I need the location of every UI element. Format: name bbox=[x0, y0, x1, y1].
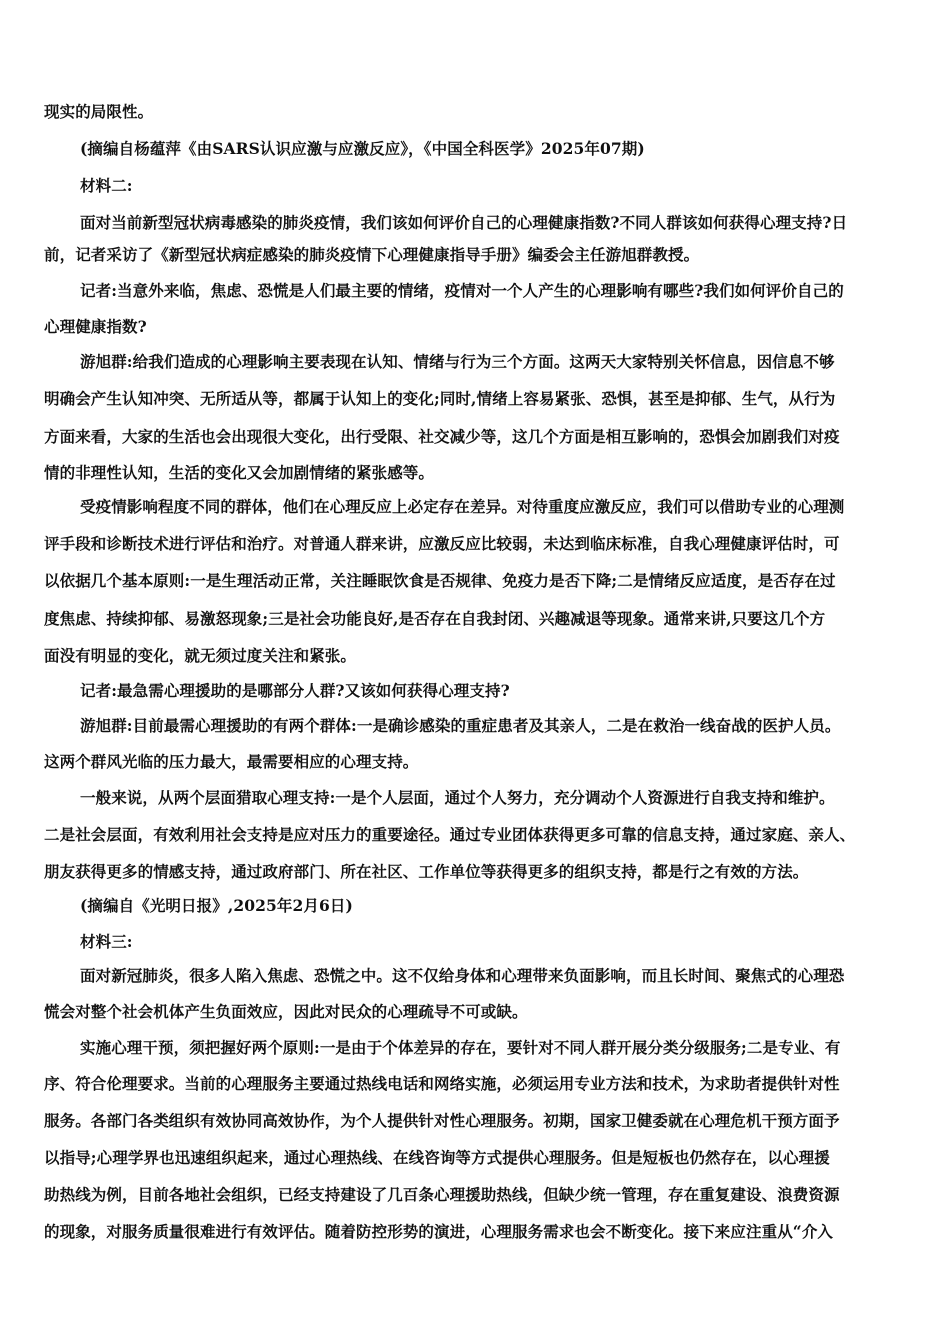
text-line: 游旭群:给我们造成的心理影响主要表现在认知、情绪与行为三个方面。这两天大家特别关怀信息，因信息不够 bbox=[80, 352, 835, 371]
text-line: 朋友获得更多的情感支持，通过政府部门、所在社区、工作单位等获得更多的组织支持，都是行之有效的方法。 bbox=[44, 862, 809, 881]
text-line: 现实的局限性。 bbox=[44, 102, 154, 121]
text-line: 二是社会层面，有效利用社会支持是应对压力的重要途径。通过专业团体获得更多可靠的信息支持，通过家庭、亲人、 bbox=[44, 825, 856, 844]
text-line: 度焦虑、持续抑郁、易激怒现象;三是社会功能良好,是否存在自我封闭、兴趣减退等现象。通常来讲,只要这几个方 bbox=[44, 609, 826, 628]
section-heading: 材料二: bbox=[80, 176, 133, 195]
text-line: 助热线为例，目前各地社会组织，已经支持建设了几百条心理援助热线，但缺少统一管理，存在重复建设、浪费资源 bbox=[44, 1185, 840, 1204]
text-line: 记者:当意外来临，焦虑、恐慌是人们最主要的情绪，疫情对一个人产生的心理影响有哪些?我们如何评价自己的 bbox=[80, 281, 844, 300]
text-line: 记者:最急需心理援助的是哪部分人群?又该如何获得心理支持? bbox=[80, 681, 510, 700]
text-line: 面对当前新型冠状病毒感染的肺炎疫情，我们该如何评价自己的心理健康指数?不同人群该如何获得心理支持?日 bbox=[80, 213, 848, 232]
citation-line: (摘编自杨蕴萍《由SARS认识应激与应激反应》，《中国全科医学》2025年07期) bbox=[80, 139, 645, 158]
text-line: 一般来说，从两个层面猎取心理支持:一是个人层面，通过个人努力，充分调动个人资源进行自我支持和维护。 bbox=[80, 788, 835, 807]
text-line: 心理健康指数? bbox=[44, 317, 147, 336]
text-line: 面对新冠肺炎，很多人陷入焦虑、恐慌之中。这不仅给身体和心理带来负面影响，而且长时间、聚焦式的心理恐 bbox=[80, 966, 845, 985]
text-line: 方面来看，大家的生活也会出现很大变化，出行受限、社交减少等，这几个方面是相互影响的，恐惧会加剧我们对疫 bbox=[44, 427, 840, 446]
text-line: 游旭群:目前最需心理援助的有两个群体:一是确诊感染的重症患者及其亲人，二是在救治一线奋战的医护人员。 bbox=[80, 716, 841, 735]
text-line: 的现象，对服务质量很难进行有效评估。随着防控形势的演进，心理服务需求也会不断变化。接下来应注重从“介入 bbox=[44, 1222, 834, 1241]
text-line: 序、符合伦理要求。当前的心理服务主要通过热线电话和网络实施，必须运用专业方法和技术，为求助者提供针对性 bbox=[44, 1074, 840, 1093]
text-line: 明确会产生认知冲突、无所适从等，都属于认知上的变化;同时,情绪上容易紧张、恐惧，甚至是抑郁、生气，从行为 bbox=[44, 389, 836, 408]
text-line: 面没有明显的变化，就无须过度关注和紧张。 bbox=[44, 646, 357, 665]
text-line: 受疫情影响程度不同的群体，他们在心理反应上必定存在差异。对待重度应激反应，我们可以借助专业的心理测 bbox=[80, 497, 845, 516]
text-line: 慌会对整个社会机体产生负面效应，因此对民众的心理疏导不可或缺。 bbox=[44, 1002, 528, 1021]
section-heading: 材料三: bbox=[80, 932, 133, 951]
text-line: 前，记者采访了《新型冠状病症感染的肺炎疫情下心理健康指导手册》编委会主任游旭群教授。 bbox=[44, 245, 700, 264]
text-line: 实施心理干预，须把握好两个原则:一是由于个体差异的存在，要针对不同人群开展分类分级服务;二是专业、有 bbox=[80, 1038, 841, 1057]
text-line: 以依据几个基本原则:一是生理活动正常，关注睡眠饮食是否规律、免疫力是否下降;二是情绪反应适度，是否存在过 bbox=[44, 571, 836, 590]
text-line: 服务。各部门各类组织有效协同高效协作，为个人提供针对性心理服务。初期，国家卫健委就在心理危机干预方面予 bbox=[44, 1111, 840, 1130]
text-line: 以指导;心理学界也迅速组织起来，通过心理热线、在线咨询等方式提供心理服务。但是短板也仍然存在，以心理援 bbox=[44, 1148, 830, 1167]
citation-line: (摘编自《光明日报》,2025年2月6日) bbox=[80, 896, 353, 915]
text-line: 情的非理性认知，生活的变化又会加剧情绪的紧张感等。 bbox=[44, 463, 435, 482]
text-line: 这两个群风光临的压力最大，最需要相应的心理支持。 bbox=[44, 752, 419, 771]
text-line: 评手段和诊断技术进行评估和治疗。对普通人群来讲，应激反应比较弱，未达到临床标准，自我心理健康评估时，可 bbox=[44, 534, 840, 553]
